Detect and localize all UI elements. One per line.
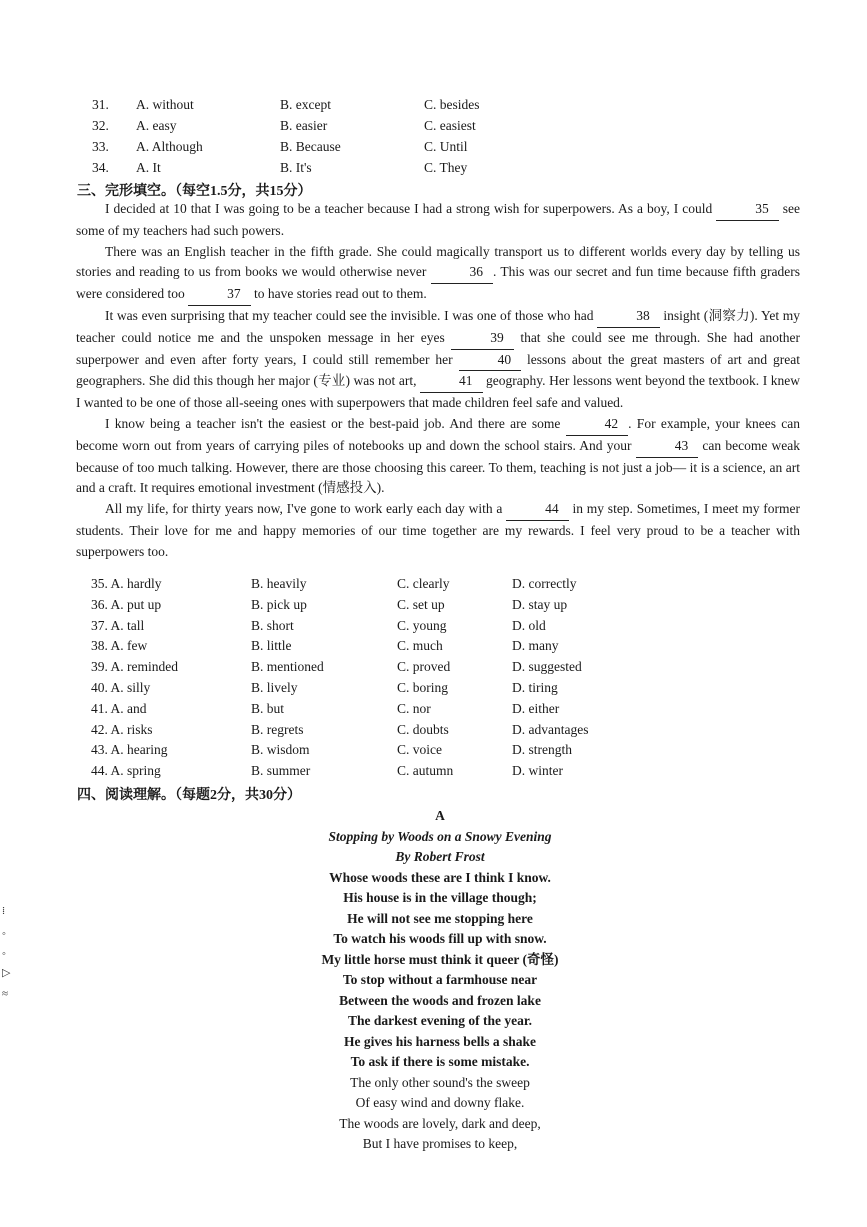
text: insight (洞察力). Yet my teacher could notice me and the unspoken message in her eyes — [76, 307, 801, 345]
option-row — [0, 701, 867, 721]
paragraph-3 — [76, 306, 800, 414]
poem-line: To ask if there is some mistake. — [350, 1054, 530, 1069]
option-c[interactable]: C. Until — [424, 139, 468, 154]
option-row — [0, 680, 867, 700]
blank-40[interactable]: 40 — [459, 350, 522, 372]
option-row — [0, 659, 867, 679]
poem-line: His house is in the village though; — [343, 890, 537, 905]
option-row — [0, 742, 867, 762]
option-b[interactable]: B. except — [280, 97, 331, 112]
option-b[interactable]: B. wisdom — [251, 742, 310, 758]
option-row — [0, 638, 867, 658]
option-a[interactable]: 39. A. reminded — [91, 659, 178, 675]
option-a[interactable]: 40. A. silly — [91, 680, 151, 695]
option-a[interactable]: 38. A. few — [91, 638, 148, 654]
option-b[interactable]: B. little — [251, 638, 292, 654]
option-row — [0, 763, 867, 783]
part-label: A — [435, 808, 445, 823]
option-b[interactable]: B. easier — [280, 118, 328, 133]
paragraph-4 — [76, 414, 800, 499]
poem-line: To stop without a farmhouse near — [342, 972, 538, 987]
option-row — [0, 139, 867, 159]
poem-line: The woods are lovely, dark and deep, — [339, 1115, 541, 1131]
option-b[interactable]: B. regrets — [251, 721, 304, 737]
option-c[interactable]: C. voice — [397, 742, 442, 758]
option-row — [0, 722, 867, 742]
text: I know being a teacher isn't the easiest or the best-paid job. And there are some — [105, 415, 566, 431]
blank-39[interactable]: 39 — [451, 328, 514, 350]
option-row — [0, 597, 867, 617]
poem-line: He gives his harness bells a shake — [343, 1033, 537, 1049]
option-d[interactable]: D. suggested — [512, 659, 582, 675]
question-number: 32. — [92, 118, 109, 133]
option-b[interactable]: B. summer — [251, 763, 311, 779]
poem-author: By Robert Frost — [395, 849, 485, 864]
poem-line: My little horse must think it queer (奇怪) — [321, 951, 559, 967]
option-row — [0, 618, 867, 638]
option-a[interactable]: 42. A. risks — [91, 721, 153, 737]
blank-35[interactable]: 35 — [716, 199, 779, 221]
blank-44[interactable]: 44 — [506, 499, 569, 521]
margin-mark: ⁞ — [2, 905, 6, 917]
blank-41[interactable]: 41 — [420, 371, 483, 393]
option-a[interactable]: 36. A. put up — [91, 596, 162, 612]
option-c[interactable]: C. young — [397, 617, 447, 633]
poem-line: Of easy wind and downy flake. — [355, 1095, 525, 1110]
text: I decided at 10 that I was going to be a teacher because I had a strong wish for superpowers. As a boy, I could — [105, 201, 717, 216]
blank-43[interactable]: 43 — [636, 436, 699, 458]
option-c[interactable]: C. autumn — [397, 763, 454, 779]
option-a[interactable]: 35. A. hardly — [91, 576, 162, 591]
option-d[interactable]: D. stay up — [512, 596, 568, 612]
option-b[interactable]: B. pick up — [251, 596, 307, 612]
text: can become weak because of too much talking. However, there are those choosing this career. To them, teaching is not just a job— it is a science, an art and a craft. It requires emotional investment (情感投入). — [76, 437, 800, 496]
option-b[interactable]: B. lively — [251, 680, 298, 695]
text: lessons about the great masters of art and great geographers. She did this though her major (专业) was not art, — [76, 351, 800, 389]
option-a[interactable]: 44. A. spring — [91, 763, 161, 779]
section-3-heading: 三、完形填空。（每空1.5分，共15分） — [77, 184, 312, 199]
option-d[interactable]: D. strength — [512, 742, 572, 758]
option-a[interactable]: 41. A. and — [91, 700, 147, 716]
text: in my step. Sometimes, I meet my former students. Their love for me and happy memories of our time together are my rewards. I feel very proud to be a teacher with superpowers too. — [76, 501, 800, 559]
option-a[interactable]: A. Although — [136, 139, 203, 154]
poem-line: The darkest evening of the year. — [348, 1013, 532, 1028]
option-a[interactable]: 37. A. tall — [91, 617, 145, 633]
option-a[interactable]: 43. A. hearing — [91, 742, 168, 758]
margin-mark: ▷ — [2, 967, 11, 979]
option-b[interactable]: B. It's — [280, 160, 312, 175]
section-4-heading: 四、阅读理解。（每题2分，共30分） — [77, 788, 301, 803]
option-b[interactable]: B. heavily — [251, 576, 307, 591]
poem-line: But I have promises to keep, — [362, 1136, 518, 1151]
option-a[interactable]: A. without — [136, 97, 194, 112]
poem-line: The only other sound's the sweep — [350, 1074, 530, 1090]
text: see some of my teachers had such powers. — [76, 201, 800, 238]
option-c[interactable]: C. set up — [397, 596, 445, 612]
option-row — [0, 576, 867, 596]
paragraph-2 — [76, 242, 800, 306]
question-number: 31. — [92, 97, 109, 112]
question-number: 33. — [92, 139, 109, 154]
option-d[interactable]: D. winter — [512, 763, 563, 779]
text: There was an English teacher in the fifth grade. She could magically transport us to different worlds every day by telling us stories and reading to us from books we would otherwise never — [76, 243, 800, 280]
option-d[interactable]: D. many — [512, 638, 559, 654]
option-c[interactable]: C. boring — [397, 680, 449, 695]
blank-37[interactable]: 37 — [188, 284, 251, 306]
option-c[interactable]: C. proved — [397, 659, 451, 675]
option-row — [0, 97, 867, 117]
option-c[interactable]: C. nor — [397, 700, 431, 716]
blank-42[interactable]: 42 — [566, 414, 629, 436]
paragraph-1 — [76, 199, 800, 242]
text: . This was our secret and fun time because fifth graders were considered too — [76, 264, 800, 302]
poem — [240, 806, 640, 1155]
option-a[interactable]: A. easy — [136, 118, 177, 133]
margin-mark: ◦ — [2, 928, 6, 940]
option-d[interactable]: D. tiring — [512, 680, 558, 695]
cloze-passage — [76, 199, 800, 563]
poem-line: To watch his woods fill up with snow. — [333, 931, 547, 946]
blank-38[interactable]: 38 — [597, 306, 660, 328]
option-c[interactable]: C. They — [424, 160, 468, 175]
option-d[interactable]: D. advantages — [512, 721, 589, 737]
option-d[interactable]: D. either — [512, 700, 560, 716]
margin-mark: ◦ — [2, 948, 6, 960]
option-b[interactable]: B. mentioned — [251, 659, 324, 675]
poem-title: Stopping by Woods on a Snowy Evening — [328, 828, 552, 844]
text: . For example, your knees can become worn out from years of carrying piles of notebooks up and down the school stairs. And your — [76, 415, 801, 453]
option-c[interactable]: C. clearly — [397, 576, 450, 591]
poem-line: Between the woods and frozen lake — [339, 992, 541, 1008]
option-a[interactable]: A. It — [136, 160, 161, 175]
option-b[interactable]: B. but — [251, 700, 285, 716]
option-c[interactable]: C. doubts — [397, 721, 449, 737]
text: It was even surprising that my teacher could see the invisible. I was one of those who had — [105, 307, 598, 323]
option-c[interactable]: C. much — [397, 638, 443, 654]
option-b[interactable]: B. Because — [280, 139, 341, 154]
text: geography. Her lessons went beyond the textbook. I knew I wanted to be one of those all-seeing ones with superpowers that made children feel safe and valued. — [76, 373, 800, 411]
text: that she could see me through. She had another superpower and even after forty years, I could still remember her — [76, 329, 800, 367]
option-b[interactable]: B. short — [251, 617, 294, 633]
option-row — [0, 118, 867, 138]
text: to have stories read out to them. — [250, 286, 427, 302]
blank-36[interactable]: 36 — [431, 262, 494, 284]
margin-mark: ≈ — [2, 988, 9, 1000]
option-row — [0, 160, 867, 180]
poem-line: He will not see me stopping here — [347, 910, 533, 926]
option-c[interactable]: C. besides — [424, 97, 480, 112]
paragraph-5 — [76, 499, 800, 562]
option-d[interactable]: D. correctly — [512, 576, 577, 591]
text: All my life, for thirty years now, I've gone to work early each day with a — [105, 501, 507, 517]
poem-lines — [240, 868, 640, 1155]
option-d[interactable]: D. old — [512, 617, 546, 633]
option-c[interactable]: C. easiest — [424, 118, 476, 133]
question-number: 34. — [92, 160, 109, 175]
poem-line: Whose woods these are I think I know. — [329, 869, 551, 885]
